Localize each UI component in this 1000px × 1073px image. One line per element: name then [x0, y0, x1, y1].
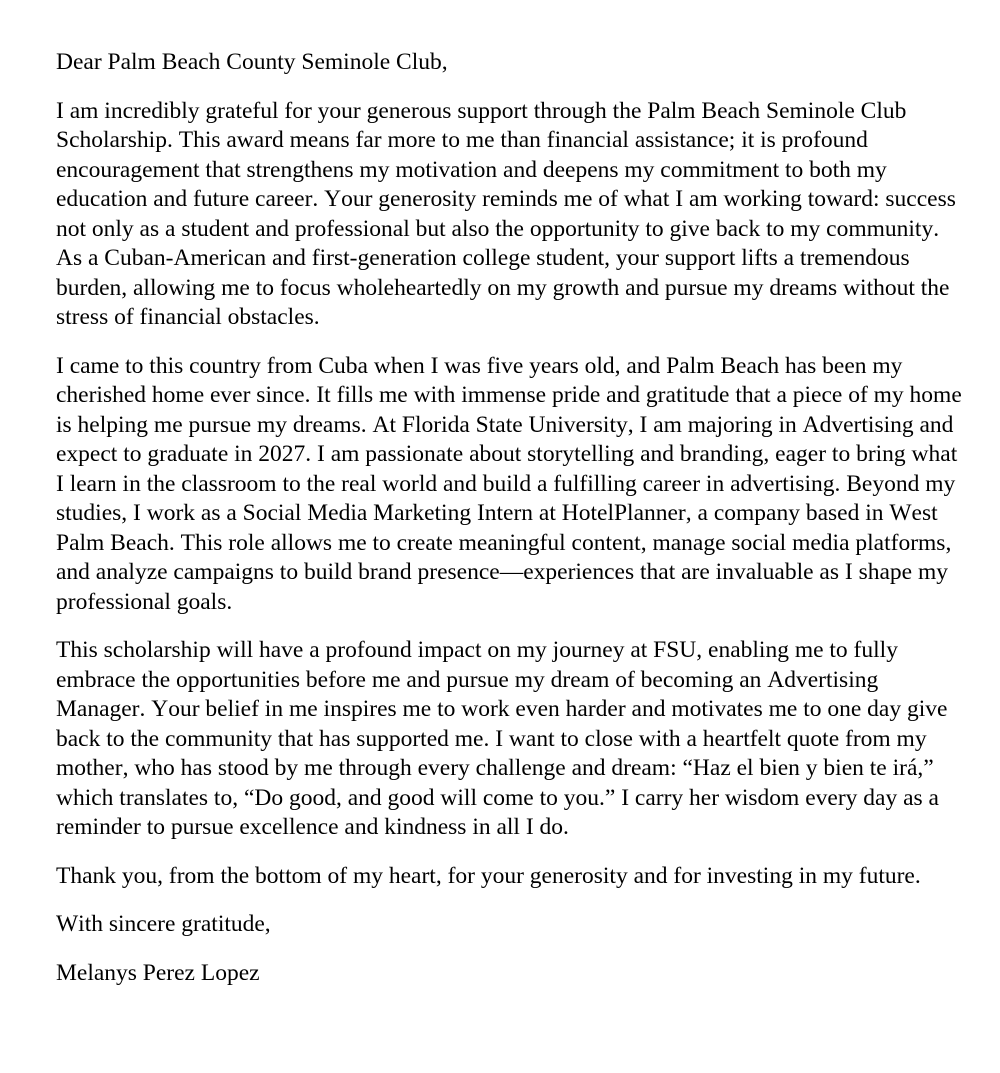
- closing-line: With sincere gratitude,: [56, 911, 271, 937]
- letter-paragraph-background: I came to this country from Cuba when I was five years old, and Palm Beach has been my cherished home ever since. It fills me with immense pride and gratitude that a piece of my home is helping me pursue my dreams. At Florida State University, I am majoring in Advertising and expect to graduate in 2027. I am passionate about storytelling and branding, eager to bring what I learn in the classroom to the real world and build a fulfilling career in advertising. Beyond my studies, I work as a Social Media Marketing Intern at HotelPlanner, a company based in West Palm Beach. This role allows me to create meaningful content, manage social media platforms, and analyze campaigns to build brand presence—experiences that are invaluable as I shape my professional goals.: [56, 352, 962, 615]
- signature-name: Melanys Perez Lopez: [56, 959, 260, 986]
- letter-paragraph-thanks: Thank you, from the bottom of my heart, for your generosity and for investing in my future.: [56, 862, 921, 889]
- salutation: Dear Palm Beach County Seminole Club,: [56, 49, 448, 75]
- letter-paragraph-gratitude: I am incredibly grateful for your generous support through the Palm Beach Seminole Club Scholarship. This award means far more to me than financial assistance; it is profound encouragement that strengthens my motivation and deepens my commitment to both my education and future career. Your generosity reminds me of what I am working toward: success not only as a student and professional but also the opportunity to give back to my community. As a Cuban-American and first-generation college student, your support lifts a tremendous burden, allowing me to focus wholeheartedly on my growth and pursue my dreams without the stress of financial obstacles.: [56, 97, 956, 330]
- letter-paragraph-impact: This scholarship will have a profound impact on my journey at FSU, enabling me to fully embrace the opportunities before me and pursue my dream of becoming an Advertising Manager. Your belief in me inspires me to work even harder and motivates me to one day give back to the community that has supported me. I want to close with a heartfelt quote from my mother, who has stood by me through every challenge and dream: “Haz el bien y bien te irá,” which translates to, “Do good, and good will come to you.” I carry her wisdom every day as a reminder to pursue excellence and kindness in all I do.: [56, 637, 948, 840]
